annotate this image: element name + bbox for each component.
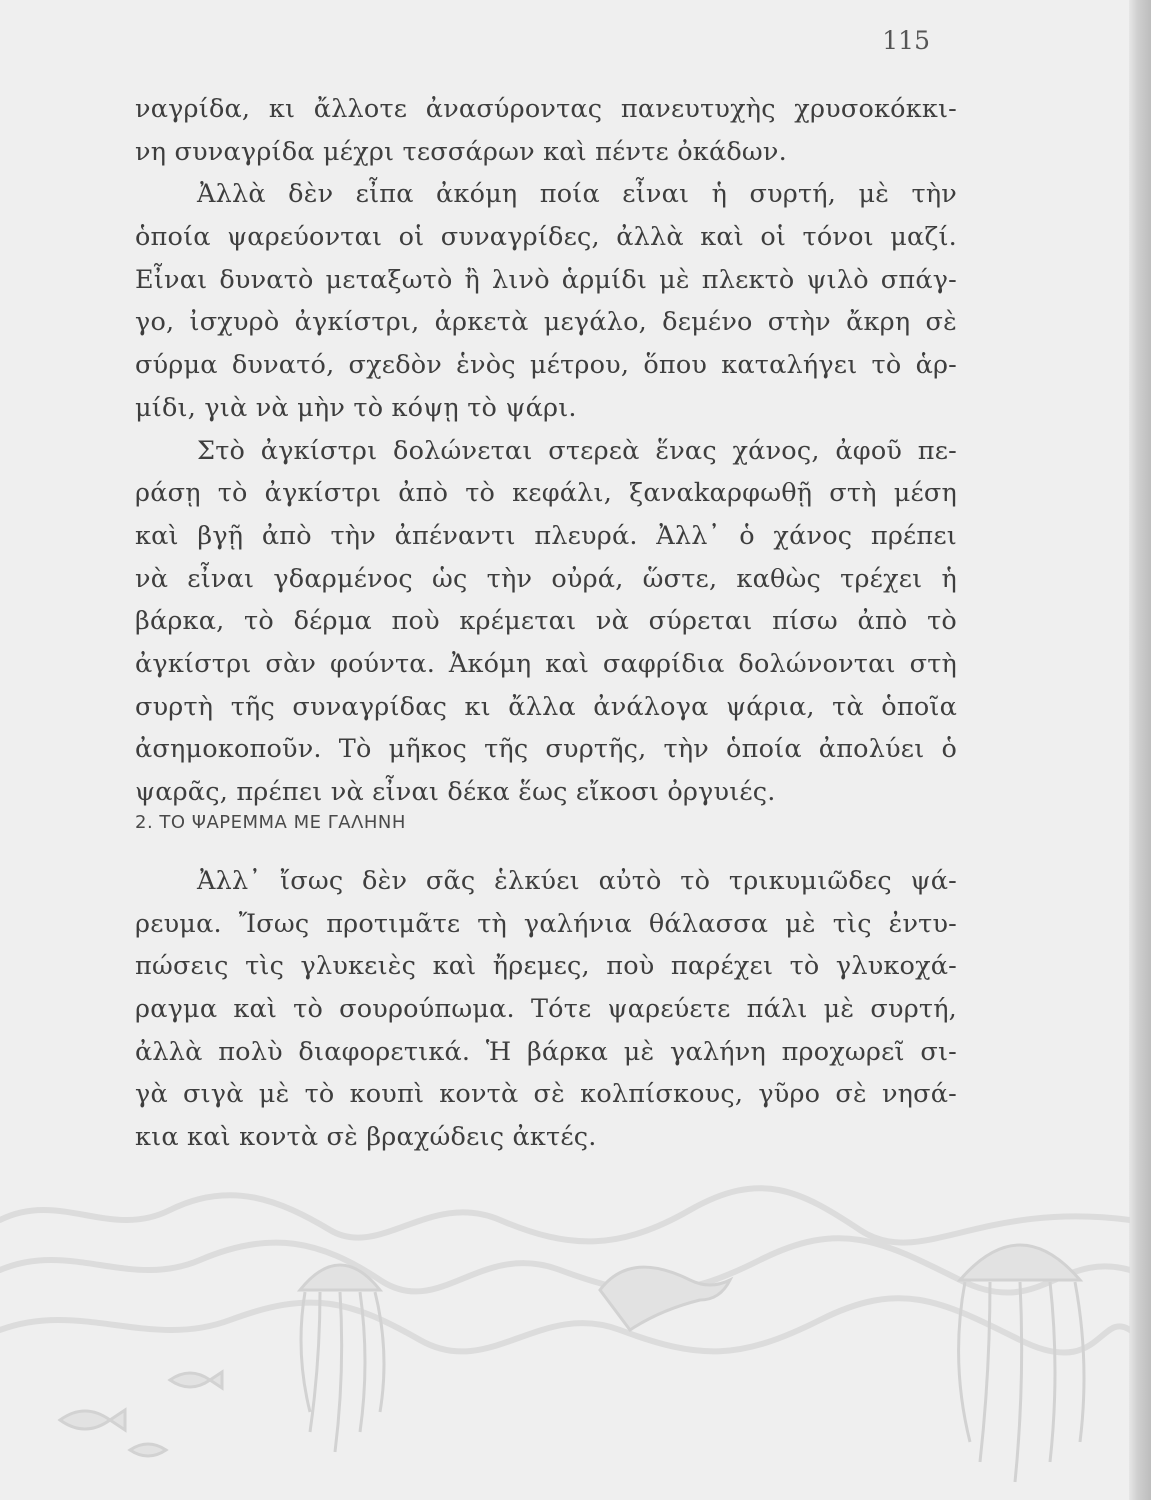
- text-line: συρτὴ τῆς συναγρίδας κι ἄλλα ἀνάλογα ψάρια, τὰ ὁποῖα: [135, 691, 957, 722]
- text-line: καὶ βγῇ ἀπὸ τὴν ἀπέναντι πλευρά. Ἀλλ᾽ ὁ χάνος πρέπει: [135, 520, 957, 551]
- paragraph-block-2: [135, 860, 957, 1159]
- sea-ornament-illustration: [0, 1180, 1130, 1500]
- text-line: μίδι, γιὰ νὰ μὴν τὸ κόψῃ τὸ ψάρι.: [135, 392, 577, 423]
- text-line: ἀσημοκοποῦν. Τὸ μῆκος τῆς συρτῆς, τὴν ὁποία ἀπολύει ὁ: [135, 734, 957, 765]
- text-line: γο, ἰσχυρὸ ἀγκίστρι, ἀρκετὰ μεγάλο, δεμένο στὴν ἄκρη σὲ: [135, 307, 957, 338]
- text-line: ραγμα καὶ τὸ σουρούπωμα. Τότε ψαρεύετε πάλι μὲ συρτή,: [135, 994, 957, 1025]
- text-line: γὰ σιγὰ μὲ τὸ κουπὶ κοντὰ σὲ κολπίσκους, γῦρο σὲ νησά-: [135, 1079, 957, 1110]
- paragraph-block-1: [135, 88, 957, 814]
- text-line: Στὸ ἀγκίστρι δολώνεται στερεὰ ἕνας χάνος, ἀφοῦ πε-: [197, 435, 957, 466]
- text-line: ψαρᾶς, πρέπει νὰ εἶναι δέκα ἕως εἴκοσι ὀργυιές.: [135, 777, 776, 807]
- text-line: Ἀλλὰ δὲν εἶπα ἀκόμη ποία εἶναι ἡ συρτή, μὲ τὴν: [197, 179, 957, 210]
- text-line: πώσεις τὶς γλυκειὲς καὶ ἤρεμες, ποὺ παρέχει τὸ γλυκοχά-: [135, 951, 957, 982]
- text-line: κια καὶ κοντὰ σὲ βραχώδεις ἀκτές.: [135, 1122, 597, 1153]
- text-line: ράσῃ τὸ ἀγκίστρι ἀπὸ τὸ κεφάλι, ξαναkαρφωθῇ στὴ μέση: [135, 478, 957, 509]
- text-line: Ἀλλ᾽ ἴσως δὲν σᾶς ἑλκύει αὐτὸ τὸ τρικυμιῶδες ψά-: [197, 866, 957, 896]
- text-line: ρευμα. Ἴσως προτιμᾶτε τὴ γαλήνια θάλασσα μὲ τὶς ἐντυ-: [135, 908, 957, 939]
- text-line: σύρμα δυνατό, σχεδὸν ἑνὸς μέτρου, ὅπου καταλήγει τὸ ἁρ-: [135, 350, 957, 381]
- text-line: ναγρίδα, κι ἄλλοτε ἀνασύροντας πανευτυχὴς χρυσοκόκκι-: [135, 94, 957, 124]
- text-line: ἀλλὰ πολὺ διαφορετικά. Ἡ βάρκα μὲ γαλήνη προχωρεῖ σι-: [135, 1036, 957, 1067]
- section-heading: 2. ΤΟ ΨΑΡΕΜΜΑ ΜΕ ΓΑΛΗΝΗ: [135, 812, 406, 833]
- text-line: ἀγκίστρι σὰν φούντα. Ἀκόμη καὶ σαφρίδια δολώνονται στὴ: [135, 648, 957, 679]
- text-line: νη συναγρίδα μέχρι τεσσάρων καὶ πέντε ὀκάδων.: [135, 136, 787, 167]
- text-line: ὁποία ψαρεύονται οἱ συναγρίδες, ἀλλὰ καὶ οἱ τόνοι μαζί.: [135, 222, 957, 253]
- page-number: 115: [882, 26, 930, 55]
- text-line: Εἶναι δυνατὸ μεταξωτὸ ἢ λινὸ ἁρμίδι μὲ πλεκτὸ ψιλὸ σπάγ-: [135, 264, 957, 295]
- page-binding-edge: [1129, 0, 1151, 1500]
- text-line: νὰ εἶναι γδαρμένος ὡς τὴν οὐρά, ὥστε, καθὼς τρέχει ἡ: [135, 563, 957, 594]
- text-line: βάρκα, τὸ δέρμα ποὺ κρέμεται νὰ σύρεται πίσω ἀπὸ τὸ: [135, 606, 957, 637]
